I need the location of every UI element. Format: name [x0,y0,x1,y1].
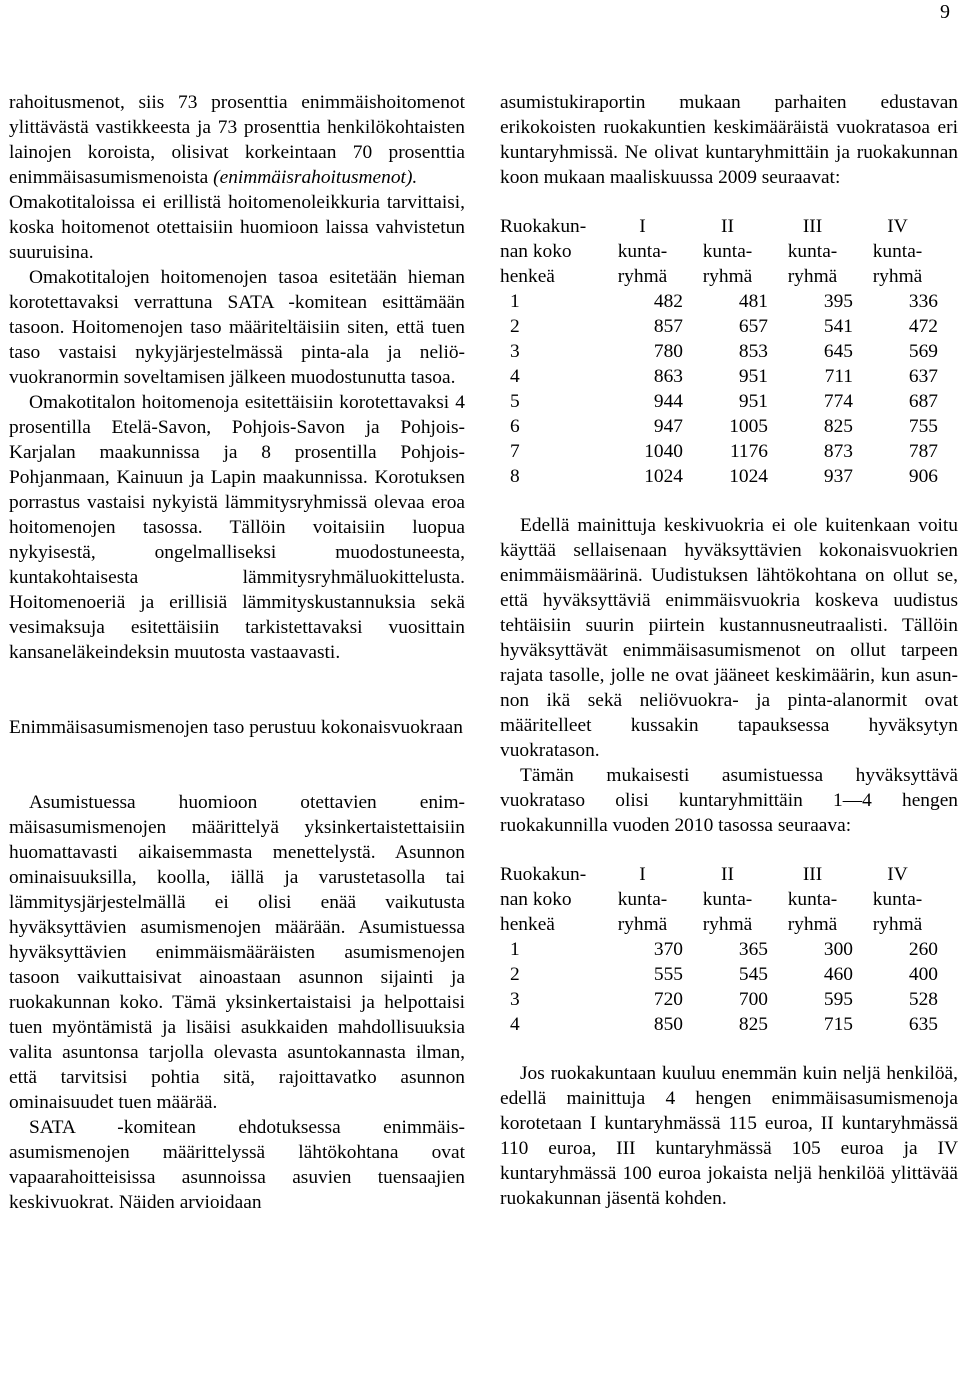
header-line: I [639,864,646,885]
household-size-cell: 6 [510,416,520,437]
paragraph-large-households: Jos ruokakuntaan kuuluu enemmän kuin neljä henkilöä, edellä mainittuja 4 hengen enimmäisasumismenoja korotetaan I kuntaryhmässä 115 euroa, II kuntaryhmässä 110 euroa, III kuntaryhmässä 105 euroa ja IV kuntaryhmässä 100 euroa jokaista neljä henkilöä ylittävää ruokakunnan jäsentä kohden. [500,1063,958,1209]
header-line: II [721,864,734,885]
header-line: henkeä [500,914,555,935]
rent-value-cell: 774 [823,391,853,412]
header-line: I [639,216,646,237]
rent-value-cell: 260 [908,939,938,960]
table-header-cell [685,214,770,289]
header-line: ryhmä [702,914,753,935]
rent-value-cell: 635 [908,1014,938,1035]
table-row [500,364,940,389]
household-size-cell: 7 [510,441,520,462]
household-size-cell: 1 [510,291,520,312]
paragraph-detached-houses: Omakotitaloissa ei erillistä hoitomenoleikkuria tarvittaisi, koska hoitomenot otettaisiin huomioon laissa vahvistetun suuruisina. [9,192,465,263]
rent-table-2010 [500,862,940,1037]
rent-value-cell: 1024 [729,466,768,487]
table-row [500,289,940,314]
table-row [500,937,940,962]
table-header-cell [685,862,770,937]
household-size-cell: 3 [510,989,520,1010]
rent-value-cell: 370 [653,939,683,960]
header-line: Ruokakun- [500,864,587,885]
rent-value-cell: 541 [823,316,853,337]
household-size-cell: 8 [510,466,520,487]
right-column [500,90,958,1211]
table-header-cell [600,214,685,289]
table-header-cell [500,214,600,289]
rent-value-cell: 460 [823,964,853,985]
header-line: Ruokakun- [500,216,587,237]
header-line: kunta- [617,889,668,910]
rent-value-cell: 637 [908,366,938,387]
header-line: kunta- [702,241,753,262]
rent-value-cell: 825 [738,1014,768,1035]
paragraph-simplification: Asumistuessa huomioon otettavien enimmäisasumismenojen määrittelyä yksinkertaistettaisiin huomattavasti aikaisemmasta menettelystä. Asunnon ominaisuuksilla, koolla, iällä ja varustetasolla tai lämmitysjärjestelmällä ei olisi enää vaikutusta hyväksyttävien asumismenojen määrään. Asumistuessa hyväksyttävien enimmäismääräisten asumismenojen tasoon vaikuttaisivat ainoastaan asunnon sijainti ja ruokakunnan koko. Tämä yksinkertaistaisi ja helpottaisi tuen myöntämistä ja lisäisi asukkaiden mahdollisuuksia valita asuntonsa tarjolla olevasta asuntokannasta ilman, että tarvitsisi pohtia sitä, rajoittavatko asunnon ominaisuudet tuen määrää. [9,792,465,1113]
rent-value-cell: 1024 [644,466,683,487]
header-line: ryhmä [787,266,838,287]
header-line: ryhmä [787,914,838,935]
paragraph-average-rents: Edellä mainittuja keskivuokria ei ole kuitenkaan voitu käyttää sellaisenaan hyväksyttävien kokonaisvuokrien enimmäismäärinä. Uudistuksen lähtökohtana on ollut se, että hyväksyttäviä enimmäisvuokria koskeva uudistus tehtäisiin suurin piirtein kustannusneutraalisti. Tällöin hyväksyttävät enimmäisasumismenot on ollut tarpeen rajata tasolle, jolle ne ovat jääneet keskimäärin, kun asunnon ikä sekä neliövuokra- ja pinta-alanormit ovat määritelleet kussakin tapauksessa hyväksytyn vuokratason. [500,515,958,761]
table-header-cell [770,862,855,937]
rent-value-cell: 825 [823,416,853,437]
rent-value-cell: 780 [653,341,683,362]
household-size-cell: 1 [510,939,520,960]
header-line: ryhmä [617,266,668,287]
header-line: ryhmä [872,914,923,935]
rent-value-cell: 595 [823,989,853,1010]
paragraph-sata-committee: SATA -komitean ehdotuksessa enimmäisasumismenojen määrittelyssä lähtökohtana ovat vapaarahoitteisissa asunnoissa asuvien tuensaajien keskivuokrat. Näiden arvioidaan [9,1117,465,1213]
header-line: nan koko [500,241,572,262]
table-header-row [500,862,940,937]
header-line: ryhmä [872,266,923,287]
paragraph-maintenance-level: Omakotitalojen hoitomenojen tasoa esitetään hieman korotettavaksi verrattuna SATA -komitean esittämään tasoon. Hoitomenojen taso määriteltäisiin siten, että tuen taso vastaisi nykyjärjestelmässä pinta-ala ja neliövuokranormin soveltamisen jälkeen muodostunutta tasoa. [9,267,465,388]
header-line: III [802,864,823,885]
rent-value-cell: 937 [823,466,853,487]
header-line: ryhmä [617,914,668,935]
household-size-cell: 4 [510,366,520,387]
table-header-cell [855,214,940,289]
header-line: kunta- [617,241,668,262]
header-line: henkeä [500,266,555,287]
paragraph-accepted-rent: Tämän mukaisesti asumistuessa hyväksyttävä vuokrataso olisi kuntaryhmittäin 1—4 hengen ruokakunnilla vuoden 2010 tasossa seuraava: [500,765,958,836]
rent-value-cell: 555 [653,964,683,985]
rent-value-cell: 720 [653,989,683,1010]
header-line: IV [887,216,908,237]
italic-term: (enimmäisrahoitusmenot). [213,167,418,188]
rent-value-cell: 336 [908,291,938,312]
household-size-cell: 5 [510,391,520,412]
rent-value-cell: 951 [738,391,768,412]
section-heading: Enimmäisasumismenojen taso perustuu kokonaisvuokraan [9,717,463,738]
rent-value-cell: 853 [738,341,768,362]
rent-value-cell: 755 [908,416,938,437]
table-row [500,314,940,339]
header-line: kunta- [872,889,923,910]
table-row [500,987,940,1012]
table-header-cell [500,862,600,937]
table-header-cell [855,862,940,937]
table-row [500,414,940,439]
rent-value-cell: 365 [738,939,768,960]
header-line: III [802,216,823,237]
rent-value-cell: 873 [823,441,853,462]
rent-value-cell: 715 [823,1014,853,1035]
rent-table-2009 [500,214,940,489]
paragraph-intro: asumistukiraportin mukaan parhaiten edustavan erikokoisten ruokakuntien keskimääräistä vuokratasoa eri kuntaryhmissä. Ne olivat kuntaryhmittäin ja ruokakunnan koon mukaan maaliskuussa 2009 seuraavat: [500,92,958,188]
rent-value-cell: 395 [823,291,853,312]
header-line: kunta- [787,241,838,262]
rent-value-cell: 1005 [729,416,768,437]
rent-value-cell: 528 [908,989,938,1010]
rent-value-cell: 1040 [644,441,683,462]
table-header-cell [770,214,855,289]
table-row [500,339,940,364]
rent-value-cell: 787 [908,441,938,462]
header-line: IV [887,864,908,885]
rent-value-cell: 400 [908,964,938,985]
rent-value-cell: 657 [738,316,768,337]
household-size-cell: 2 [510,964,520,985]
header-line: kunta- [872,241,923,262]
paragraph-maintenance-increase: Omakotitalon hoitomenoja esitettäisiin korotettavaksi 4 prosentilla Etelä-Savon, Pohjois-Savon ja Pohjois-Karjalan maakunnissa ja 8 prosentilla Pohjois-Pohjanmaan, Kainuun ja Lapin maakunnissa. Korotuksen porrastus vastaisi nykyistä lämmitysryhmissä olevaa eroa hoitomenojen tasossa. Tällöin voitaisiin luopua nykyisestä, ongelmalliseksi muodostuneesta, kuntakohtaisesta lämmitysryhmäluokittelusta. Hoitomenoeriä ja erillisiä lämmityskustannuksia sekä vesimaksuja esitettäisiin tarkistettavaksi vuosittain kansaneläkeindeksin muutosta vastaavasti. [9,392,465,663]
rent-value-cell: 863 [653,366,683,387]
table-row [500,389,940,414]
header-line: II [721,216,734,237]
rent-value-cell: 300 [823,939,853,960]
rent-value-cell: 711 [824,366,853,387]
table-header-row [500,214,940,289]
table-row [500,464,940,489]
rent-value-cell: 482 [653,291,683,312]
left-column [9,90,465,1215]
table-row [500,1012,940,1037]
rent-value-cell: 700 [738,989,768,1010]
table-row [500,962,940,987]
rent-value-cell: 850 [653,1014,683,1035]
rent-value-cell: 857 [653,316,683,337]
header-line: ryhmä [702,266,753,287]
header-line: kunta- [787,889,838,910]
rent-value-cell: 472 [908,316,938,337]
rent-value-cell: 944 [653,391,683,412]
household-size-cell: 4 [510,1014,520,1035]
household-size-cell: 2 [510,316,520,337]
rent-value-cell: 545 [738,964,768,985]
page-number: 9 [940,1,950,23]
paragraph-financing: rahoitusmenot, siis 73 prosenttia enimmäishoitomenot ylittävästä vastikkeesta ja 73 prosenttia henkilökohtaisten lainojen koroista, olisivat korkeintaan 70 prosenttia enimmäisasumismenoista (enimmäisrahoitusmenot). [9,92,465,188]
rent-value-cell: 687 [908,391,938,412]
rent-value-cell: 481 [738,291,768,312]
header-line: kunta- [702,889,753,910]
rent-value-cell: 906 [908,466,938,487]
rent-value-cell: 951 [738,366,768,387]
household-size-cell: 3 [510,341,520,362]
rent-value-cell: 569 [908,341,938,362]
table-row [500,439,940,464]
header-line: nan koko [500,889,572,910]
table-header-cell [600,862,685,937]
rent-value-cell: 947 [653,416,683,437]
rent-value-cell: 645 [823,341,853,362]
rent-value-cell: 1176 [729,441,768,462]
